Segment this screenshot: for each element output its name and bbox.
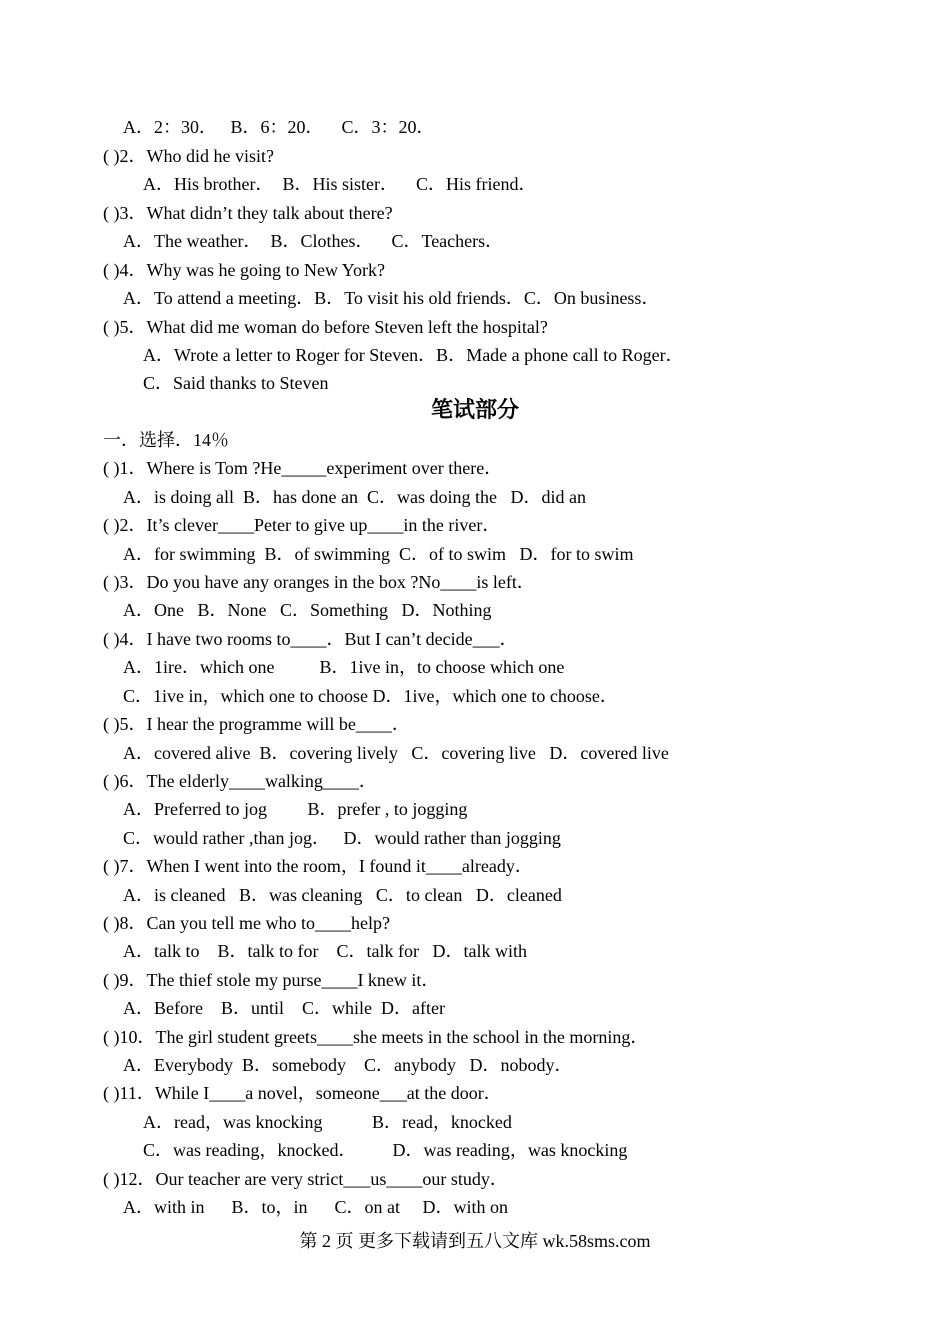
question-line: ( )4．Why was he going to New York? xyxy=(103,260,385,280)
question-line: ( )5．I hear the programme will be____． xyxy=(103,714,410,734)
question-line: ( )4．I have two rooms to____．But I can’t decide___． xyxy=(103,629,518,649)
question-line: ( )3．Do you have any oranges in the box ?No____is left． xyxy=(103,572,535,592)
question-line: ( )7．When I went into the room，I found it____already． xyxy=(103,856,533,876)
option-line: A．2：30． B．6：20． C．3：20． xyxy=(123,117,435,137)
option-line: A．1ire．which one B．1ive in，to choose which one xyxy=(123,657,565,677)
option-line: C．would rather ,than jog． D．would rather than jogging xyxy=(123,828,561,848)
section-instruction: 一．选择．14％ xyxy=(103,430,229,450)
page-footer: 第 2 页 更多下载请到五八文库 wk.58sms.com xyxy=(299,1231,651,1251)
option-line: A．To attend a meeting．B．To visit his old friends．C．On business． xyxy=(123,288,660,308)
option-line: A．Before B．until C．while D．after xyxy=(123,998,445,1018)
question-line: ( )3．What didn’t they talk about there? xyxy=(103,203,393,223)
option-line: A．is doing all B．has done an C．was doing the D．did an xyxy=(123,487,586,507)
option-line: C．Said thanks to Steven xyxy=(143,373,329,393)
option-line: A．talk to B．talk to for C．talk for D．talk with xyxy=(123,941,527,961)
option-line: A．His brother． B．His sister． C．His friend． xyxy=(143,174,537,194)
section-heading: 笔试部分 xyxy=(430,398,519,423)
question-line: ( )9．The thief stole my purse____I knew it． xyxy=(103,970,440,990)
option-line: A．with in B．to，in C．on at D．with on xyxy=(123,1197,509,1217)
question-line: ( )2．Who did he visit? xyxy=(103,146,274,166)
option-line: A．Wrote a letter to Roger for Steven．B．Made a phone call to Roger． xyxy=(143,345,684,365)
option-line: C．1ive in，which one to choose D．1ive，which one to choose． xyxy=(123,686,618,706)
option-line: A．Preferred to jog B．prefer , to jogging xyxy=(123,799,468,819)
option-line: A．Everybody B．somebody C．anybody D．nobody． xyxy=(123,1055,573,1075)
option-line: A．read，was knocking B．read，knocked xyxy=(143,1112,512,1132)
question-line: ( )2．It’s clever____Peter to give up____in the river． xyxy=(103,515,501,535)
question-line: ( )1．Where is Tom ?He_____experiment over there． xyxy=(103,458,503,478)
question-line: ( )11．While I____a novel，someone___at the door． xyxy=(103,1083,502,1103)
question-line: ( )6．The elderly____walking____． xyxy=(103,771,377,791)
question-line: ( )10．The girl student greets____she meets in the school in the morning． xyxy=(103,1027,649,1047)
option-line: A．covered alive B．covering lively C．covering live D．covered live xyxy=(123,743,669,763)
question-line: ( )12．Our teacher are very strict___us____our study． xyxy=(103,1169,508,1189)
option-line: C．was reading，knocked． D．was reading，was knocking xyxy=(143,1140,628,1160)
question-line: ( )8．Can you tell me who to____help? xyxy=(103,913,390,933)
option-line: A．One B．None C．Something D．Nothing xyxy=(123,600,492,620)
option-line: A．The weather． B．Clothes． C．Teachers． xyxy=(123,231,504,251)
question-line: ( )5．What did me woman do before Steven left the hospital? xyxy=(103,317,548,337)
option-line: A．is cleaned B．was cleaning C．to clean D．cleaned xyxy=(123,885,562,905)
option-line: A．for swimming B．of swimming C．of to swim D．for to swim xyxy=(123,544,634,564)
